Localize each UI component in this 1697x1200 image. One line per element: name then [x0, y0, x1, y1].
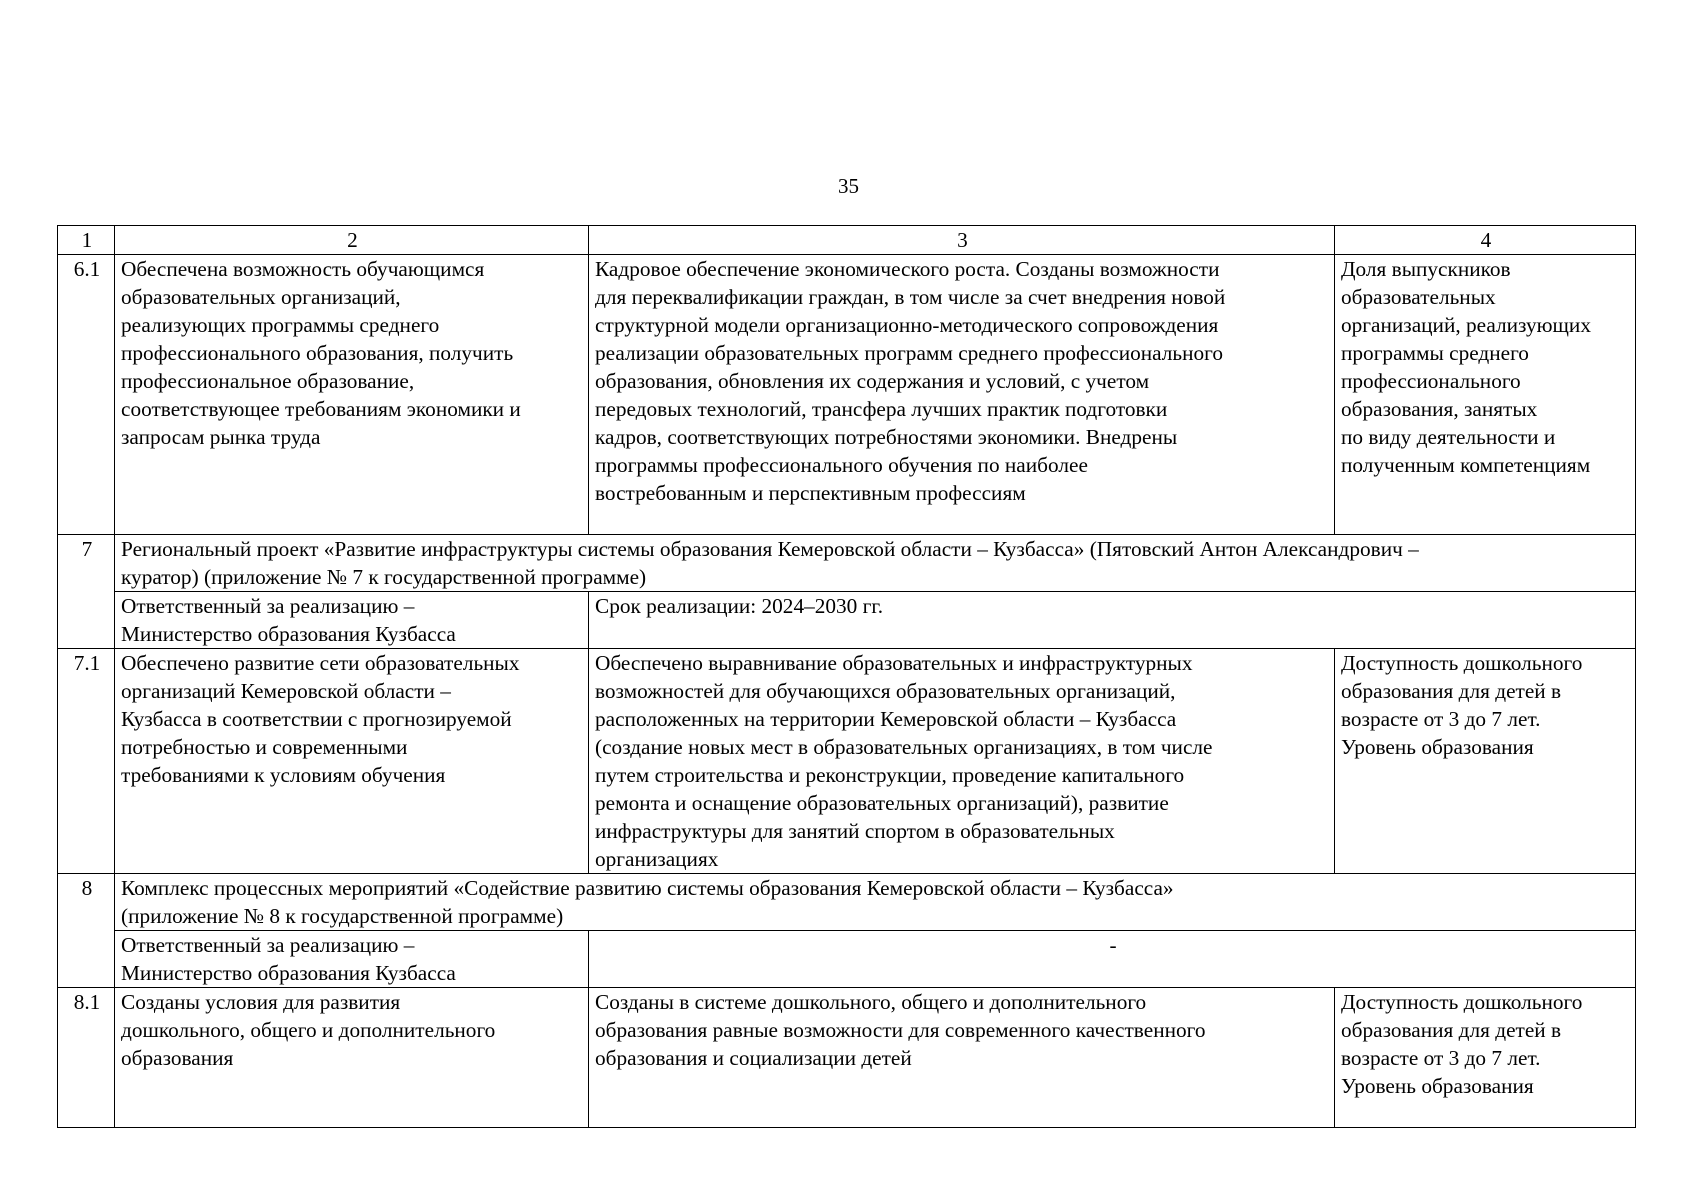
indicator-cell: Доля выпускников образовательных организаций, реализующих программы среднего профессионального образования, занятых по виду деятельности и полученным компетенциям [1335, 255, 1636, 535]
table-row [58, 535, 1636, 592]
table-row [58, 931, 1636, 988]
row-number: 8.1 [58, 988, 115, 1128]
responsible-cell: Ответственный за реализацию – Министерство образования Кузбасса [115, 931, 589, 988]
header-cell: 3 [589, 226, 1335, 255]
task-cell: Обеспечено развитие сети образовательных организаций Кемеровской области – Кузбасса в соответствии с прогнозируемой потребностью и современными требованиями к условиям обучения [115, 649, 589, 874]
table-row [58, 592, 1636, 649]
row-number: 8 [58, 874, 115, 988]
complex-title: Комплекс процессных мероприятий «Содействие развитию системы образования Кемеровской области – Кузбасса» (приложение № 8 к государственной программе) [115, 874, 1636, 931]
table-header-row [58, 226, 1636, 255]
row-number: 7 [58, 535, 115, 649]
task-cell: Обеспечена возможность обучающимся образовательных организаций, реализующих программы среднего профессионального образования, получить профессиональное образование, соответствующее требованиям экономики и запросам рынка труда [115, 255, 589, 535]
header-cell: 4 [1335, 226, 1636, 255]
table-row [58, 988, 1636, 1128]
program-table [57, 225, 1636, 1128]
dash-cell: - [589, 931, 1636, 988]
indicator-cell: Доступность дошкольного образования для детей в возрасте от 3 до 7 лет. Уровень образования [1335, 649, 1636, 874]
row-number: 6.1 [58, 255, 115, 535]
responsible-cell: Ответственный за реализацию – Министерство образования Кузбасса [115, 592, 589, 649]
table-row [58, 649, 1636, 874]
effect-cell: Кадровое обеспечение экономического роста. Созданы возможности для переквалификации граждан, в том числе за счет внедрения новой структурной модели организационно-методического сопровождения реализации образовательных программ среднего профессионального образования, обновления их содержания и условий, с учетом передовых технологий, трансфера лучших практик подготовки кадров, соответствующих потребностями экономики. Внедрены программы профессионального обучения по наиболее востребованным и перспективным профессиям [589, 255, 1335, 535]
effect-cell: Обеспечено выравнивание образовательных и инфраструктурных возможностей для обучающихся образовательных организаций, расположенных на территории Кемеровской области – Кузбасса (создание новых мест в образовательных организациях, в том числе путем строительства и реконструкции, проведение капитального ремонта и оснащение образовательных организаций), развитие инфраструктуры для занятий спортом в образовательных организациях [589, 649, 1335, 874]
row-number: 7.1 [58, 649, 115, 874]
table-row [58, 255, 1636, 535]
term-cell: Срок реализации: 2024–2030 гг. [589, 592, 1636, 649]
table-row [58, 874, 1636, 931]
project-title: Региональный проект «Развитие инфраструктуры системы образования Кемеровской области – Кузбасса» (Пятовский Антон Александрович – куратор) (приложение № 7 к государственной программе) [115, 535, 1636, 592]
header-cell: 2 [115, 226, 589, 255]
task-cell: Созданы условия для развития дошкольного, общего и дополнительного образования [115, 988, 589, 1128]
header-cell: 1 [58, 226, 115, 255]
page-number: 35 [838, 174, 859, 198]
indicator-cell: Доступность дошкольного образования для детей в возрасте от 3 до 7 лет. Уровень образования [1335, 988, 1636, 1128]
effect-cell: Созданы в системе дошкольного, общего и дополнительного образования равные возможности для современного качественного образования и социализации детей [589, 988, 1335, 1128]
